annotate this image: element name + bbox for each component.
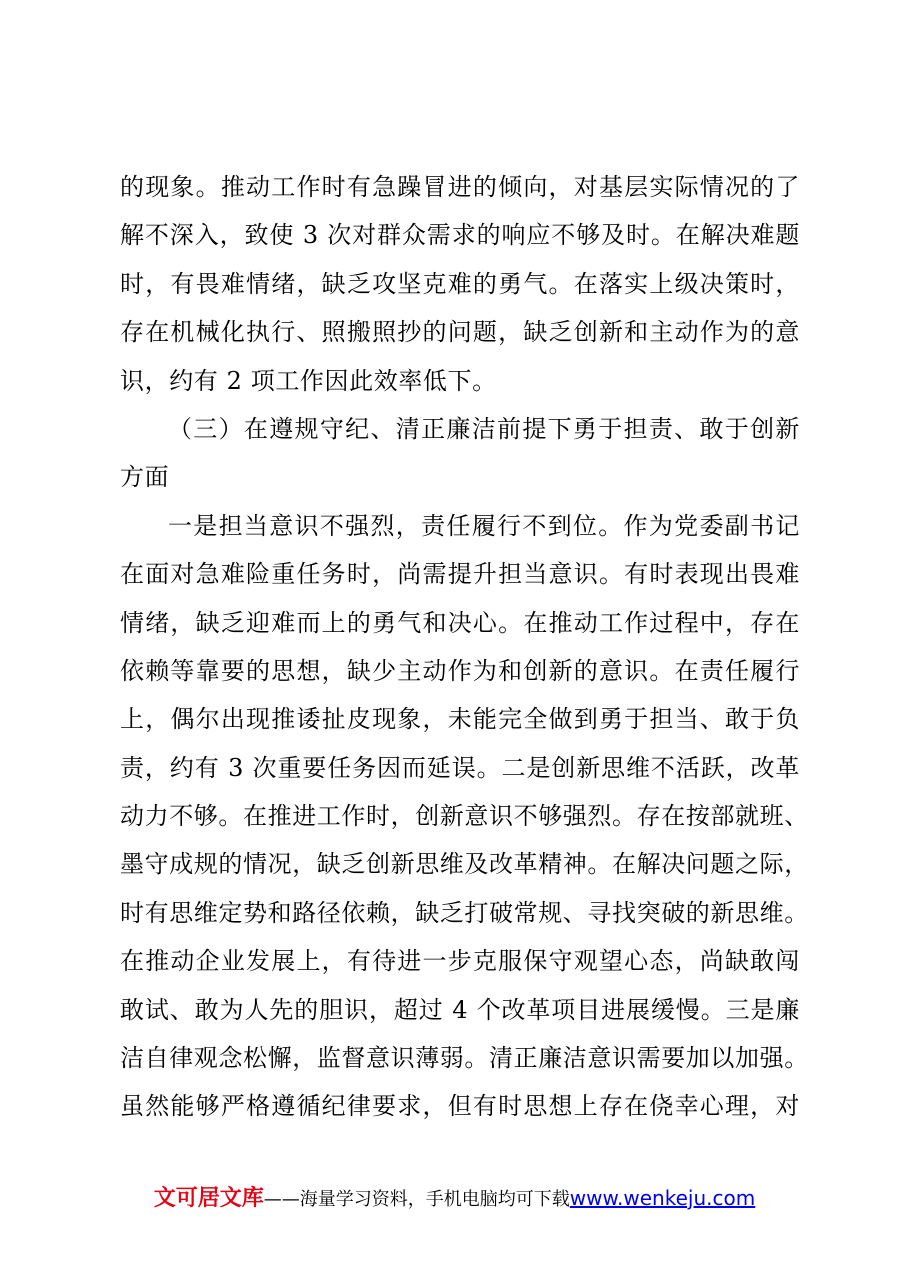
text-line: 敢试、敢为人先的胆识，超过 4 个改革项目进展缓慢。三是廉 bbox=[120, 995, 800, 1024]
text-line: 依赖等靠要的思想，缺少主动作为和创新的意识。在责任履行 bbox=[120, 656, 800, 685]
section-heading: （三）在遵规守纪、清正廉洁前提下勇于担责、敢于创新 bbox=[168, 414, 800, 443]
text-line: 时，有畏难情绪，缺乏攻坚克难的勇气。在落实上级决策时， bbox=[120, 269, 800, 298]
text-line: 时有思维定势和路径依赖，缺乏打破常规、寻找突破的新思维。 bbox=[120, 898, 809, 927]
text-line: 解不深入，致使 3 次对群众需求的响应不够及时。在解决难题 bbox=[120, 221, 800, 250]
section-heading-continued: 方面 bbox=[120, 463, 170, 492]
text-line: 一是担当意识不强烈，责任履行不到位。作为党委副书记 bbox=[168, 511, 800, 540]
text-line: 情绪，缺乏迎难而上的勇气和决心。在推动工作过程中，存在 bbox=[120, 608, 800, 637]
footer-tagline: ——海量学习资料，手机电脑均可下载 bbox=[263, 1189, 570, 1210]
text-line: 上，偶尔出现推诿扯皮现象，未能完全做到勇于担当、敢于负 bbox=[120, 705, 800, 734]
text-line: 动力不够。在推进工作时，创新意识不够强烈。存在按部就班、 bbox=[120, 802, 809, 831]
footer-website-link[interactable]: www.wenkeju.com bbox=[569, 1186, 756, 1210]
footer-banner bbox=[0, 1181, 909, 1212]
text-line: 的现象。推动工作时有急躁冒进的倾向，对基层实际情况的了 bbox=[120, 173, 800, 201]
body-text bbox=[120, 163, 809, 1131]
text-line: 在面对急难险重任务时，尚需提升担当意识。有时表现出畏难 bbox=[120, 560, 800, 589]
footer-brand-name: 文可居文库 bbox=[153, 1186, 264, 1211]
text-line: 虽然能够严格遵循纪律要求，但有时思想上存在侥幸心理，对 bbox=[120, 1092, 800, 1121]
text-line: 识，约有 2 项工作因此效率低下。 bbox=[120, 366, 497, 395]
text-line: 存在机械化执行、照搬照抄的问题，缺乏创新和主动作为的意 bbox=[120, 318, 800, 347]
text-line: 在推动企业发展上，有待进一步克服保守观望心态，尚缺敢闯 bbox=[120, 947, 800, 976]
text-line: 责，约有 3 次重要任务因而延误。二是创新思维不活跃，改革 bbox=[120, 753, 800, 782]
text-line: 墨守成规的情况，缺乏创新思维及改革精神。在解决问题之际， bbox=[120, 850, 809, 879]
text-line: 洁自律观念松懈，监督意识薄弱。清正廉洁意识需要加以加强。 bbox=[120, 1044, 809, 1073]
